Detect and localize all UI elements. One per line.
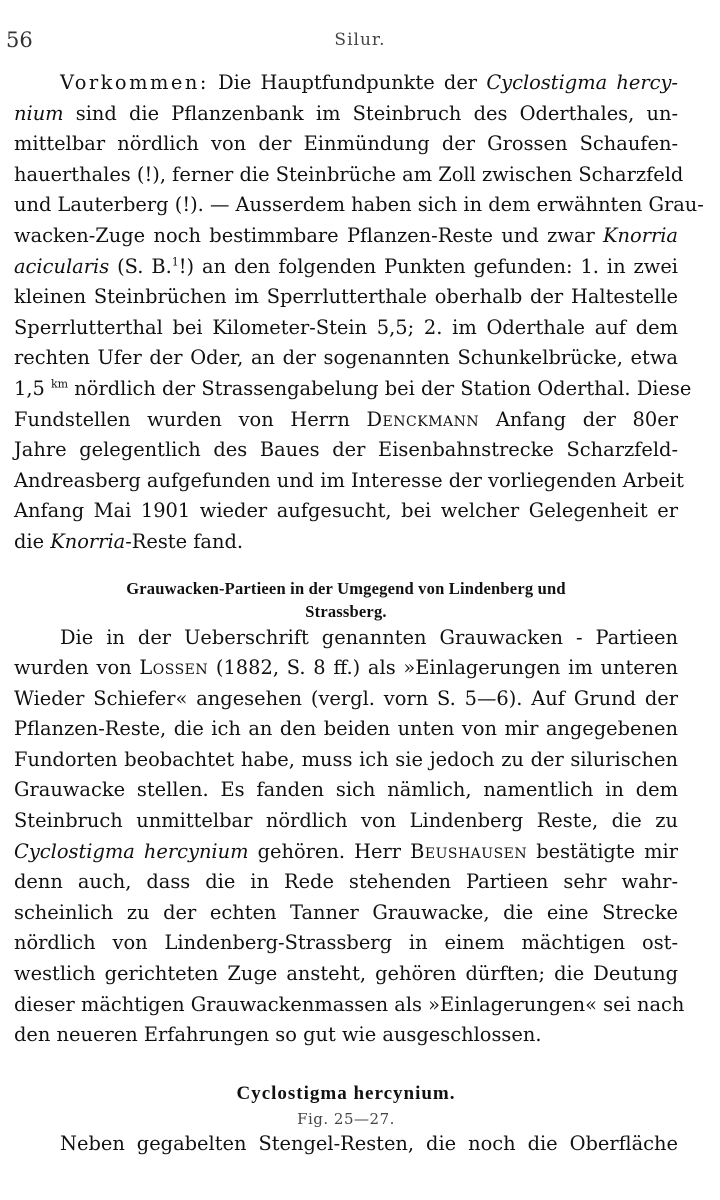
text-line: Wieder Schiefer« angesehen (vergl. vorn S. 5—6). Auf Grund der bbox=[14, 686, 678, 710]
author-name: Beushausen bbox=[410, 839, 528, 863]
text-line: denn auch, dass die in Rede stehenden Partieen sehr wahr- bbox=[14, 870, 678, 894]
running-title: Silur. bbox=[334, 30, 386, 50]
text-line: Anfang Mai 1901 wieder aufgesucht, bei welcher Gelegenheit er bbox=[14, 499, 678, 523]
text-span: die bbox=[14, 529, 51, 553]
text-line: den neueren Erfahrungen so gut wie ausgeschlossen. bbox=[14, 1023, 542, 1047]
text-line bbox=[14, 837, 678, 868]
species-heading: Cyclostigma hercynium. bbox=[236, 1082, 456, 1104]
text-span: !) an den folgenden Punkten gefunden: 1. in zwei bbox=[178, 254, 679, 278]
text-line: rechten Ufer der Oder, an der sogenannten Schunkelbrücke, etwa bbox=[14, 346, 678, 370]
inline-heading: Vorkommen: bbox=[60, 71, 209, 94]
text-line: Jahre gelegentlich des Baues der Eisenbahnstrecke Scharzfeld- bbox=[14, 438, 678, 462]
text-span: (S. B. bbox=[109, 254, 172, 278]
text-line: scheinlich zu der echten Tanner Grauwacke, die eine Strecke bbox=[14, 900, 678, 924]
body-text bbox=[14, 68, 704, 1159]
section-gap bbox=[14, 558, 678, 577]
text-line bbox=[14, 374, 692, 405]
section-title-line: Strassberg. bbox=[305, 601, 387, 621]
text-line bbox=[14, 99, 678, 130]
text-span: sind die Pflanzenbank im Steinbruch des Oderthales, un- bbox=[63, 101, 678, 125]
text-line: und Lauterberg (!). — Ausserdem haben sich in dem erwähnten Grau- bbox=[14, 193, 704, 217]
author-name: Lossen bbox=[139, 656, 209, 680]
text-line bbox=[14, 653, 678, 684]
text-line: Steinbruch unmittelbar nördlich von Lindenberg Reste, die zu bbox=[14, 809, 678, 833]
page-number: 56 bbox=[6, 28, 33, 52]
text-span: Fundstellen wurden von Herrn bbox=[14, 407, 367, 431]
text-line: Die in der Ueberschrift genannten Grauwacken - Partieen bbox=[60, 625, 678, 649]
taxon-name: Knorria bbox=[603, 223, 678, 247]
text-line: Sperrlutterthal bei Kilometer-Stein 5,5; 2. im Oderthale auf dem bbox=[14, 315, 678, 339]
paragraph-description bbox=[14, 1129, 678, 1160]
text-line: Andreasberg aufgefunden und im Interesse der vorliegenden Arbeit bbox=[14, 468, 684, 492]
text-span: Anfang der 80er bbox=[479, 407, 678, 431]
text-span: gehören. Herr bbox=[248, 839, 411, 863]
author-name: Denckmann bbox=[366, 407, 480, 431]
text-span: Die Hauptfundpunkte der bbox=[208, 71, 487, 94]
paragraph-occurrence bbox=[14, 68, 704, 558]
text-line: Pflanzen-Reste, die ich an den beiden unten von mir angegebenen bbox=[14, 717, 678, 741]
text-line: nördlich von Lindenberg-Strassberg in einem mächtigen ost- bbox=[14, 931, 678, 955]
text-line: Grauwacke stellen. Es fanden sich nämlich, namentlich in dem bbox=[14, 778, 678, 802]
text-span: wacken-Zuge noch bestimmbare Pflanzen-Reste und zwar bbox=[14, 223, 604, 247]
paragraph-grauwacke bbox=[14, 623, 685, 1051]
text-line: dieser mächtigen Grauwackenmassen als »Einlagerungen« sei nach bbox=[14, 992, 685, 1016]
taxon-name: nium bbox=[14, 101, 64, 125]
text-line: westlich gerichteten Zuge ansteht, gehören dürften; die Deutung bbox=[14, 962, 678, 986]
text-span: bestätigte mir bbox=[527, 839, 678, 863]
figure-reference: Fig. 25—27. bbox=[297, 1109, 395, 1128]
text-line: kleinen Steinbrüchen im Sperrlutterthale oberhalb der Haltestelle bbox=[14, 285, 678, 309]
section-heading bbox=[14, 577, 678, 623]
text-line bbox=[14, 221, 678, 252]
page-header bbox=[0, 28, 720, 58]
section-title-line: Grauwacken-Partieen in der Umgegend von Lindenberg und bbox=[126, 578, 566, 598]
text-span: nördlich der Strassengabelung bei der Station Oderthal. Diese bbox=[68, 376, 692, 400]
text-line bbox=[14, 527, 678, 558]
text-span: -Reste fand. bbox=[125, 529, 244, 553]
text-line: Neben gegabelten Stengel-Resten, die noch die Oberfläche bbox=[60, 1131, 678, 1155]
text-line: hauerthales (!), ferner die Steinbrüche am Zoll zwischen Scharzfeld bbox=[14, 162, 684, 186]
footnote-marker: 1 bbox=[171, 255, 179, 269]
taxon-name: acicularis bbox=[14, 254, 110, 278]
text-span: 1,5 bbox=[14, 376, 52, 400]
taxon-name: Knorria bbox=[50, 529, 126, 553]
text-line: Fundorten beobachtet habe, muss ich sie jedoch zu der silurischen bbox=[14, 747, 678, 771]
taxon-name: Cyclostigma hercynium bbox=[14, 839, 249, 863]
text-span: wurden von bbox=[14, 656, 140, 680]
taxon-name: Cyclostigma hercy- bbox=[486, 71, 678, 94]
text-line bbox=[14, 68, 678, 99]
text-line: mittelbar nördlich von der Einmündung der Grossen Schaufen- bbox=[14, 132, 678, 156]
text-span: (1882, S. 8 ff.) als »Einlagerungen im unteren bbox=[208, 656, 678, 680]
text-line bbox=[14, 252, 678, 283]
unit-superscript: km bbox=[51, 377, 69, 391]
text-line bbox=[14, 405, 678, 436]
